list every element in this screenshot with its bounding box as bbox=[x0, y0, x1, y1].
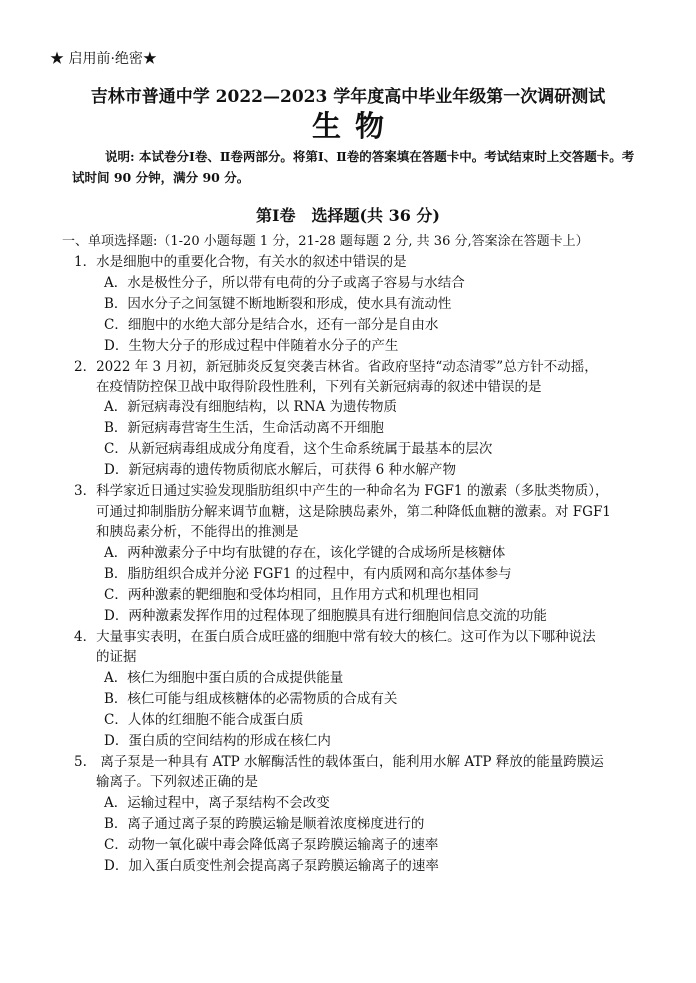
question-4-option-c: C．人体的红细胞不能合成蛋白质 bbox=[104, 712, 304, 728]
question-4-option-a: A．核仁为细胞中蛋白质的合成提供能量 bbox=[104, 670, 344, 686]
question-1-option-b: B．因水分子之间氢键不断地断裂和形成，使水具有流动性 bbox=[104, 296, 452, 312]
question-2-stem: 2．2022 年 3 月初，新冠肺炎反复突袭吉林省。省政府坚持“动态清零”总方针不动摇， bbox=[74, 359, 598, 375]
question-5-stem-cont: 输离子。下列叙述正确的是 bbox=[96, 774, 258, 790]
question-5-stem: 5. 离子泵是一种具有 ATP 水解酶活性的载体蛋白，能利用水解 ATP 释放的能量跨膜运 bbox=[74, 754, 604, 770]
question-5-option-b: B．离子通过离子泵的跨膜运输是顺着浓度梯度进行的 bbox=[104, 816, 425, 832]
question-2-stem-cont: 在疫情防控保卫战中取得阶段性胜利，下列有关新冠病毒的叙述中错误的是 bbox=[96, 379, 542, 395]
question-4-option-d: D．蛋白质的空间结构的形成在核仁内 bbox=[104, 733, 331, 749]
question-2-option-d: D．新冠病毒的遗传物质彻底水解后，可获得 6 种水解产物 bbox=[104, 462, 456, 478]
question-2-option-c: C．从新冠病毒组成成分角度看，这个生命系统属于最基本的层次 bbox=[104, 441, 493, 457]
question-3-stem: 3．科学家近日通过实验发现脂肪组织中产生的一种命名为 FGF1 的激素（多肽类物质）， bbox=[74, 483, 609, 499]
question-1-option-c: C．细胞中的水绝大部分是结合水，还有一部分是自由水 bbox=[104, 317, 439, 333]
question-3-option-a: A．两种激素分子中均有肽键的存在，该化学键的合成场所是核糖体 bbox=[104, 545, 506, 561]
question-4-stem: 4．大量事实表明，在蛋白质合成旺盛的细胞中常有较大的核仁。这可作为以下哪种说法 bbox=[74, 629, 596, 645]
question-3-option-d: D．两种激素发挥作用的过程体现了细胞膜具有进行细胞间信息交流的功能 bbox=[104, 608, 547, 624]
question-2-option-b: B．新冠病毒营寄生生活，生命活动离不开细胞 bbox=[104, 420, 384, 436]
question-3-stem-cont-1: 可通过抑制脂肪分解来调节血糖，这是除胰岛素外，第二种降低血糖的激素。对 FGF1 bbox=[96, 504, 611, 520]
question-1-option-d: D．生物大分子的形成过程中伴随着水分子的产生 bbox=[104, 338, 399, 354]
question-4-option-b: B．核仁可能与组成核糖体的必需物质的合成有关 bbox=[104, 691, 398, 707]
question-1-stem: 1．水是细胞中的重要化合物，有关水的叙述中错误的是 bbox=[74, 254, 407, 270]
section-title: 第Ⅰ卷 选择题(共 36 分) bbox=[255, 206, 441, 225]
question-4-stem-cont: 的证据 bbox=[96, 649, 137, 665]
question-3-option-c: C．两种激素的靶细胞和受体均相同，且作用方式和机理也相同 bbox=[104, 587, 479, 603]
question-3-stem-cont-2: 和胰岛素分析，不能得出的推测是 bbox=[96, 524, 299, 540]
subject-title: 生物 bbox=[311, 109, 398, 143]
confidential-label: ★ 启用前·绝密★ bbox=[50, 51, 157, 67]
section-instruction: 一、单项选择题:（1-20 小题每题 1 分，21-28 题每题 2 分, 共 36 分,答案涂在答题卡上） bbox=[62, 234, 589, 249]
exam-instructions: 说明: 本试卷分Ⅰ卷、Ⅱ卷两部分。将第Ⅰ、Ⅱ卷的答案填在答题卡中。考试结束时上交答题卡。考试时间 90 分钟，满分 90 分。 bbox=[72, 149, 635, 185]
question-5-option-c: C．动物一氧化碳中毒会降低离子泵跨膜运输离子的速率 bbox=[104, 837, 439, 853]
question-5-option-a: A．运输过程中，离子泵结构不会改变 bbox=[104, 795, 330, 811]
exam-title: 吉林市普通中学 2022—2023 学年度高中毕业年级第一次调研测试 bbox=[90, 87, 606, 107]
question-3-option-b: B．脂肪组织合成并分泌 FGF1 的过程中，有内质网和高尔基体参与 bbox=[104, 566, 512, 582]
question-2-option-a: A．新冠病毒没有细胞结构，以 RNA 为遗传物质 bbox=[104, 399, 398, 415]
question-5-option-d: D．加入蛋白质变性剂会提高离子泵跨膜运输离子的速率 bbox=[104, 858, 439, 874]
question-1-option-a: A．水是极性分子，所以带有电荷的分子或离子容易与水结合 bbox=[104, 275, 465, 291]
